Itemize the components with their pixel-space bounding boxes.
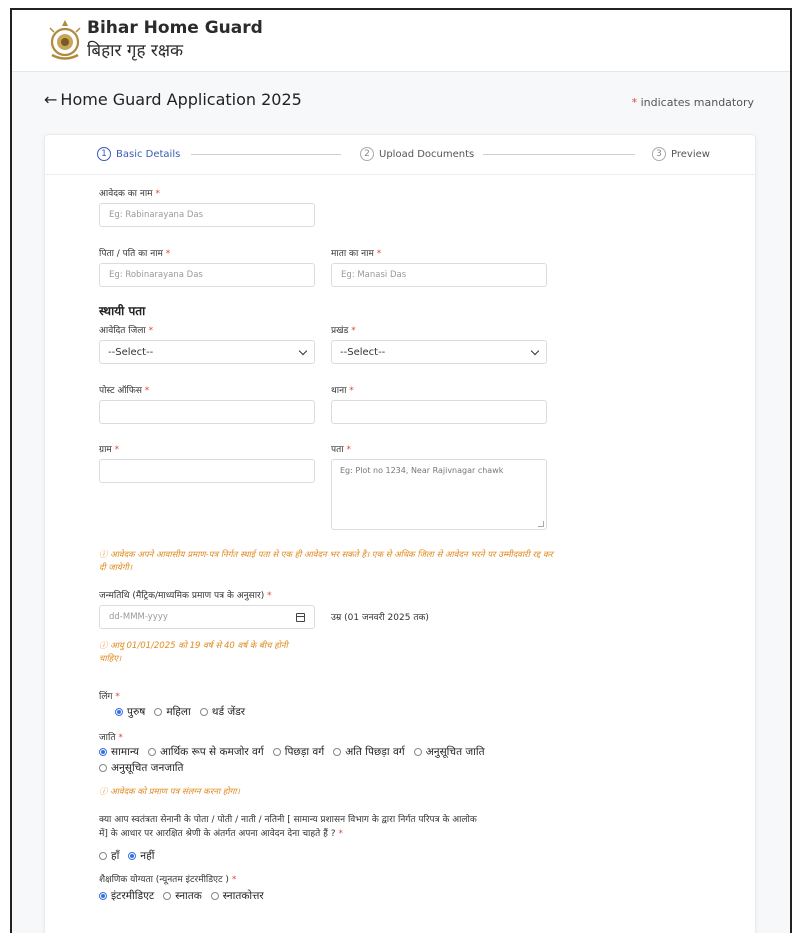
- gender-label: [99, 689, 120, 702]
- step-label: Basic Details: [116, 148, 181, 160]
- radio-icon: [148, 748, 156, 756]
- age-label: उम्र (01 जनवरी 2025 तक): [331, 613, 429, 623]
- option-label: नहीं: [140, 850, 155, 862]
- mother-name-input[interactable]: Eg: Manasi Das: [331, 263, 547, 287]
- police-station-input[interactable]: [331, 400, 547, 424]
- question-text: क्या आप स्वतंत्रता सेनानी के पोता / पोती / नाती / नतिनी [ सामान्य प्रशासन विभाग के द्वारा निर्गत परिपत्र के आलोक में] के आधार पर आरक्षित श्रेणी के अंतर्गत अपना आवेदन देना चाहते हैं ?: [99, 815, 477, 839]
- radio-selected-icon: [115, 708, 123, 716]
- caste-option-bc[interactable]: [273, 744, 324, 760]
- radio-icon: [99, 852, 107, 860]
- select-value: --Select--: [340, 346, 386, 358]
- option-label: आर्थिक रूप से कमजोर वर्ग: [160, 746, 264, 758]
- option-label: पुरुष: [127, 706, 146, 718]
- district-label: [99, 323, 153, 336]
- father-name-input[interactable]: Eg: Robinarayana Das: [99, 263, 315, 287]
- caste-option-ebc[interactable]: [333, 744, 405, 760]
- permanent-address-heading: स्थायी पता: [99, 304, 146, 318]
- step-preview[interactable]: [652, 147, 710, 161]
- dob-input[interactable]: [99, 605, 315, 629]
- block-select[interactable]: [331, 340, 547, 364]
- resize-handle-icon[interactable]: [538, 521, 544, 527]
- application-form-card: [44, 134, 756, 933]
- required-star: *: [631, 96, 638, 109]
- post-office-label: [99, 383, 149, 396]
- label-text: आवेदित जिला: [99, 326, 146, 336]
- address-label: [331, 442, 351, 455]
- education-label: [99, 872, 236, 885]
- required-star: *: [148, 326, 154, 336]
- option-label: महिला: [166, 706, 191, 718]
- option-label: हाँ: [111, 850, 120, 862]
- required-star: *: [231, 875, 237, 885]
- required-star: *: [115, 692, 120, 702]
- chevron-down-icon: [531, 346, 539, 354]
- caste-label: [99, 730, 123, 743]
- caste-radio-group: [99, 744, 559, 776]
- dob-label: [99, 588, 272, 601]
- calendar-icon[interactable]: [296, 613, 305, 622]
- select-value: --Select--: [108, 346, 154, 358]
- page-title-row: [44, 90, 302, 109]
- required-star: *: [118, 733, 123, 743]
- applicant-name-input[interactable]: Eg: Rabinarayana Das: [99, 203, 315, 227]
- post-office-input[interactable]: [99, 400, 315, 424]
- age-warning: ⓘ आयु 01/01/2025 को 19 वर्ष से 40 वर्ष के बीच होनी चाहिए।: [99, 641, 288, 664]
- radio-icon: [154, 708, 162, 716]
- education-option-intermediate[interactable]: [99, 888, 154, 904]
- gender-option-third[interactable]: [200, 704, 245, 720]
- education-radio-group: [99, 888, 273, 904]
- option-label: पिछड़ा वर्ग: [284, 746, 325, 758]
- stepper: [45, 135, 755, 175]
- label-text: ग्राम: [99, 445, 112, 455]
- radio-icon: [211, 892, 219, 900]
- label-text: थाना: [331, 386, 347, 396]
- app-window: [10, 8, 792, 933]
- address-placeholder: Eg: Plot no 1234, Near Rajivnagar chawk: [340, 466, 504, 475]
- address-warning: ⓘ आवेदक अपने आवासीय प्रमाण-पत्र निर्गत स्थाई पता से एक ही आवेदन भर सकते है। एक से अधिक जिला से आवेदन भरने पर उम्मीदवारी रद्द कर दी जायेगी।: [99, 550, 553, 573]
- freedom-fighter-option-no[interactable]: [128, 848, 154, 864]
- required-star: *: [349, 386, 354, 396]
- option-label: अति पिछड़ा वर्ग: [345, 746, 405, 758]
- brand-name-english: Bihar Home Guard: [87, 18, 263, 38]
- label-text: आवेदक का नाम: [99, 189, 153, 199]
- label-text: पता: [331, 445, 344, 455]
- label-text: पिता / पति का नाम: [99, 249, 163, 259]
- caste-option-st[interactable]: [99, 760, 184, 776]
- radio-selected-icon: [128, 852, 136, 860]
- page-title: Home Guard Application 2025: [60, 90, 302, 109]
- radio-icon: [273, 748, 281, 756]
- step-number: 3: [652, 147, 666, 161]
- step-connector: [191, 154, 341, 155]
- freedom-fighter-question: [99, 813, 479, 841]
- address-textarea[interactable]: [331, 459, 547, 530]
- option-label: सामान्य: [111, 746, 140, 758]
- block-label: [331, 323, 356, 336]
- label-text: पोस्ट ऑफिस: [99, 386, 142, 396]
- required-star: *: [114, 445, 120, 455]
- required-star: *: [346, 445, 351, 455]
- police-station-label: [331, 383, 354, 396]
- label-text: जाति: [99, 733, 116, 743]
- step-label: Preview: [671, 148, 710, 160]
- required-star: *: [376, 249, 382, 259]
- gender-radio-group: [115, 704, 254, 720]
- label-text: लिंग: [99, 692, 113, 702]
- village-input[interactable]: [99, 459, 315, 483]
- village-label: [99, 442, 119, 455]
- chevron-down-icon: [299, 346, 307, 354]
- applicant-name-label: [99, 186, 160, 199]
- caste-option-sc[interactable]: [414, 744, 485, 760]
- step-connector: [483, 154, 635, 155]
- option-label: स्नातकोत्तर: [222, 890, 264, 902]
- education-option-graduate[interactable]: [163, 888, 202, 904]
- radio-icon: [414, 748, 422, 756]
- radio-icon: [163, 892, 171, 900]
- mandatory-note: [632, 96, 754, 109]
- step-label: Upload Documents: [379, 148, 475, 160]
- required-star: *: [155, 189, 160, 199]
- freedom-fighter-radio-group: [99, 848, 163, 864]
- back-arrow-icon[interactable]: ←: [44, 90, 58, 109]
- gender-option-female[interactable]: [154, 704, 190, 720]
- brand-name-hindi: बिहार गृह रक्षक: [87, 41, 184, 61]
- mandatory-note-text: indicates mandatory: [640, 96, 754, 109]
- gender-option-male[interactable]: [115, 704, 145, 720]
- caste-option-ews[interactable]: [148, 744, 264, 760]
- emblem-logo: [48, 18, 82, 62]
- label-text: शैक्षणिक योग्यता (न्यूनतम इंटरमीडिएट ): [99, 875, 229, 885]
- radio-icon: [99, 764, 107, 772]
- label-text: माता का नाम: [331, 249, 374, 259]
- caste-warning: ⓘ आवेदक को प्रमाण पत्र संलग्न करना होगा।: [99, 787, 240, 797]
- step-number: 2: [360, 147, 374, 161]
- label-text: प्रखंड: [331, 326, 349, 336]
- option-label: स्नातक: [175, 890, 202, 902]
- option-label: थर्ड जेंडर: [211, 706, 246, 718]
- radio-icon: [333, 748, 341, 756]
- dob-placeholder: dd-MMM-yyyy: [109, 612, 168, 622]
- mother-name-label: [331, 246, 381, 259]
- label-text: जन्मतिथि (मैट्रिक/माध्यमिक प्रमाण पत्र के अनुसार): [99, 591, 265, 601]
- required-star: *: [267, 591, 272, 601]
- radio-icon: [200, 708, 208, 716]
- header-bar: [12, 10, 790, 72]
- required-star: *: [144, 386, 150, 396]
- option-label: अनुसूचित जाति: [425, 746, 485, 758]
- option-label: अनुसूचित जनजाति: [111, 762, 184, 774]
- required-star: *: [165, 249, 171, 259]
- radio-selected-icon: [99, 748, 107, 756]
- caste-option-general[interactable]: [99, 744, 139, 760]
- district-select[interactable]: [99, 340, 315, 364]
- required-star: *: [351, 326, 356, 336]
- father-name-label: [99, 246, 170, 259]
- radio-selected-icon: [99, 892, 107, 900]
- step-number: 1: [97, 147, 111, 161]
- step-basic-details[interactable]: [97, 147, 180, 161]
- step-upload-documents[interactable]: [360, 147, 474, 161]
- education-option-postgraduate[interactable]: [211, 888, 264, 904]
- required-star: *: [338, 829, 343, 839]
- option-label: इंटरमीडिएट: [111, 890, 155, 902]
- freedom-fighter-option-yes[interactable]: [99, 848, 119, 864]
